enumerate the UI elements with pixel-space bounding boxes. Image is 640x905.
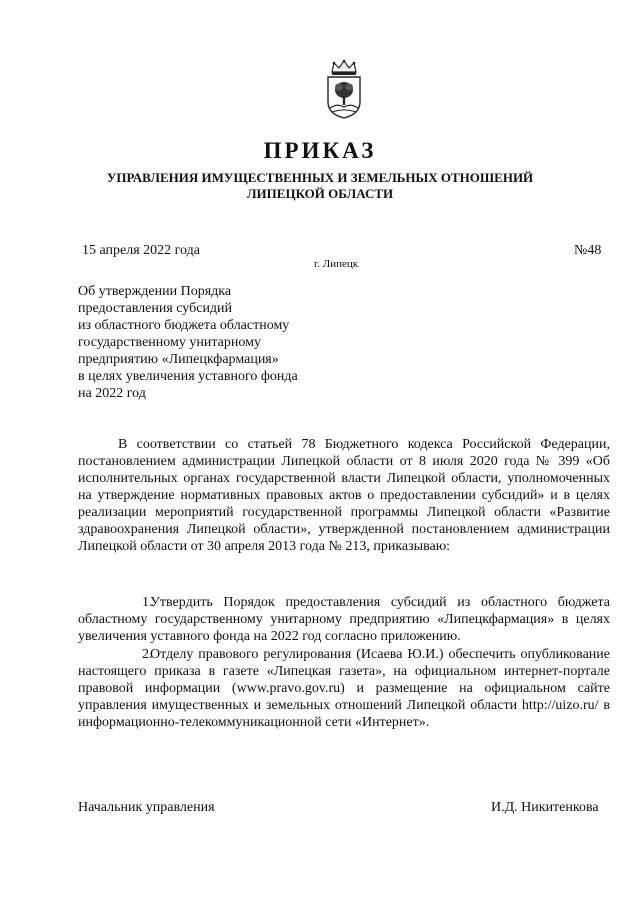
signatory-position: Начальник управления (78, 800, 215, 815)
signatory-name: И.Д. Никитенкова (491, 800, 599, 815)
document-city: г. Липецк (314, 258, 359, 270)
document-date: 15 апреля 2022 года (82, 243, 200, 258)
org-line-1: УПРАВЛЕНИЯ ИМУЩЕСТВЕННЫХ И ЗЕМЕЛЬНЫХ ОТНОШЕНИЙ (106, 170, 534, 185)
org-line-2: ЛИПЕЦКОЙ ОБЛАСТИ (246, 186, 394, 201)
coat-of-arms-icon (322, 58, 366, 120)
order-item-1 (78, 594, 610, 645)
order-item-2 (78, 646, 610, 731)
item-text: Отделу правового регулирования (Исаева Ю.И.) обеспечить опубликование настоящего приказа в газете «Липецкая газета», на официальном интернет-портале правовой информации (www.pravo.gov.ru) и размещение на официальном сайте управления имущественных и земельных отношений Липецкой области http://uizo.ru/ в информационно-телекоммуникационной сети «Интернет». (78, 647, 610, 730)
item-text: Утвердить Порядок предоставления субсидий из областного бюджета областному государственному унитарному предприятию «Липецкфармация» в целях увеличения уставного фонда на 2022 год согласно приложению. (78, 595, 610, 644)
document-subject: Об утверждении Порядка предоставления субсидий из областного бюджета областному государственному унитарному предприятию «Липецкфармация» в целях увеличения уставного фонда на 2022 год (78, 284, 298, 401)
item-number: 1. (142, 595, 153, 610)
intro-paragraph: В соответствии со статьей 78 Бюджетного кодекса Российской Федерации, постановлением администрации Липецкой области от 8 июля 2020 года № 399 «Об исполнительных органах государственной власти Липецкой области, уполномоченных на утверждение нормативных правовых актов о предоставлении субсидий» и в целях реализации мероприятий государственной программы Липецкой области «Развитие здравоохранения Липецкой области», утвержденной постановлением администрации Липецкой области от 30 апреля 2013 года № 213, приказываю: (78, 437, 610, 554)
document-title: ПРИКАЗ (263, 138, 377, 163)
issuing-organization (0, 170, 640, 202)
item-number: 2. (142, 647, 153, 662)
document-number: №48 (574, 243, 602, 258)
